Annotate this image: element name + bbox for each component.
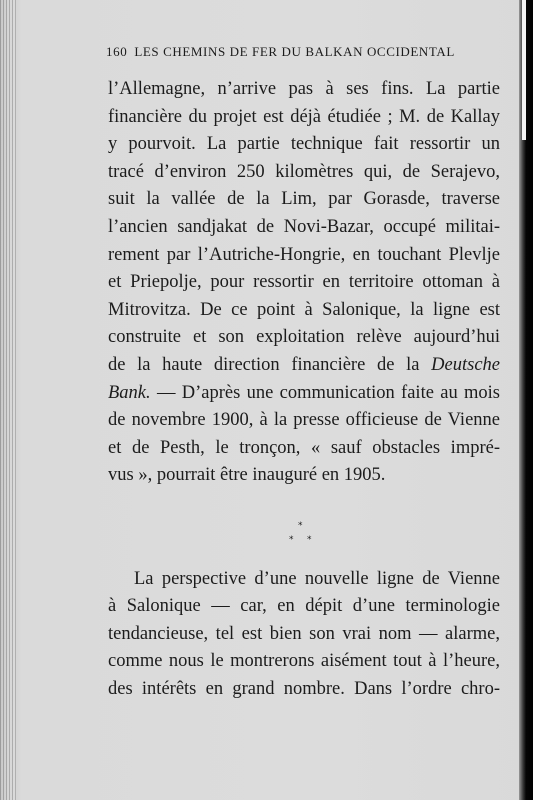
text-line: et de Pesth, le tronçon, « sauf obstacles impré- bbox=[108, 437, 500, 458]
paragraph-2 bbox=[108, 566, 500, 703]
running-title: LES CHEMINS DE FER DU BALKAN OCCIDENTAL bbox=[134, 44, 455, 59]
text-line: à Salonique — car, en dépit d’une terminologie bbox=[108, 596, 500, 617]
text-line: y pourvoit. La partie technique fait ressortir un bbox=[108, 134, 500, 155]
text-line-last: vus », pourrait être inauguré en 1905. bbox=[108, 465, 386, 486]
text-segment: de la haute direction financière de la bbox=[108, 354, 420, 375]
page-number: 160 bbox=[106, 44, 128, 59]
text-line: et Priepolje, pour ressortir en territoire ottoman à bbox=[108, 272, 500, 293]
page-edge-stripes bbox=[0, 0, 16, 800]
text-line-with-italic bbox=[108, 380, 500, 408]
text-line: suit la vallée de la Lim, par Gorasde, traverse bbox=[108, 189, 500, 210]
text-line: l’ancien sandjakat de Novi-Bazar, occupé militai- bbox=[108, 216, 500, 237]
text-line-with-italic bbox=[108, 352, 500, 380]
italic-text: Bank. bbox=[108, 382, 151, 403]
text-line: tracé d’environ 250 kilomètres qui, de Serajevo, bbox=[108, 161, 500, 182]
asterism-star: * bbox=[307, 535, 312, 545]
asterism-star: * bbox=[289, 535, 294, 545]
asterism-separator bbox=[280, 522, 324, 550]
text-line: des intérêts en grand nombre. Dans l’ordre chro- bbox=[108, 678, 500, 699]
italic-text: Deutsche bbox=[431, 354, 501, 375]
text-line: tendancieuse, tel est bien son vrai nom — alarme, bbox=[108, 623, 500, 644]
text-line: comme nous le montrerons aisément tout à l’heure, bbox=[108, 651, 500, 672]
text-line: Mitrovitza. De ce point à Salonique, la ligne est bbox=[108, 299, 500, 320]
text-line: construite et son exploitation relève aujourd’hui bbox=[108, 327, 500, 348]
asterism-star: * bbox=[298, 521, 303, 531]
running-header bbox=[106, 44, 506, 60]
text-line: l’Allemagne, n’arrive pas à ses fins. La partie bbox=[108, 79, 500, 99]
text-line: rement par l’Autriche-Hongrie, en touchant Plevlje bbox=[108, 244, 500, 265]
gutter-highlight bbox=[522, 0, 526, 140]
paragraph-1 bbox=[108, 76, 500, 490]
text-line: de novembre 1900, à la presse officieuse de Vienne bbox=[108, 410, 500, 431]
text-line-indented: La perspective d’une nouvelle ligne de Vienne bbox=[134, 569, 500, 589]
text-segment: — D’après une communication faite au mois bbox=[150, 382, 500, 403]
text-line: financière du projet est déjà étudiée ; M. de Kallay bbox=[108, 106, 500, 127]
